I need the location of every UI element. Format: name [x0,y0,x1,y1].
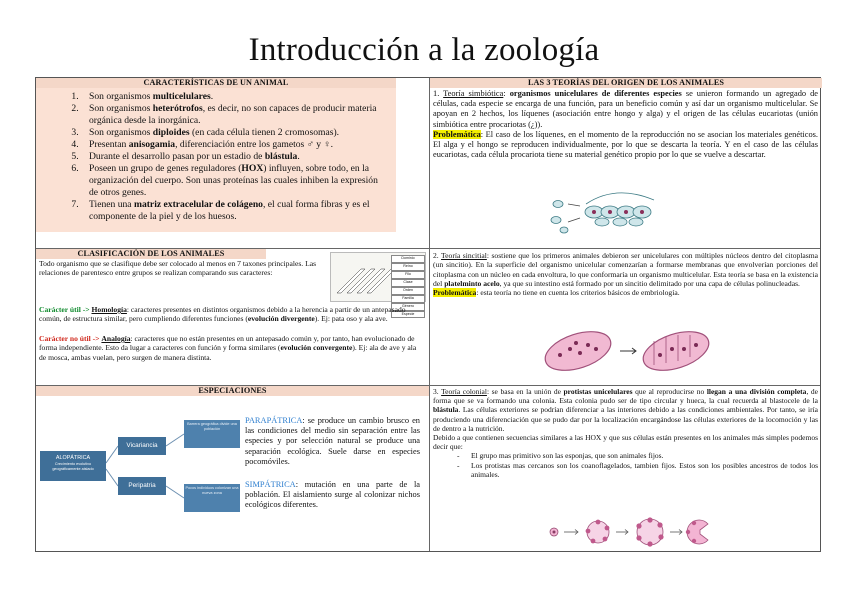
theory-cell-2 [430,249,822,385]
taxon-label: Clase [391,279,425,287]
theory-symbiotic: 1. Teoría simbiótica: organismos unicelulares de diferentes especies se unieron formando un agregado de células, cada especie se encarga de una función, para un beneficio común y así dar un organismo multicelular. Se apoyan en 2 hechos, los líquenes (asociación entre hongo y alga) y el origen de las células eucariotas (unión simbiótica entre procariotas (¿)). Problemática: El caso de los líquenes, en el momento de la reproducción no se asocian los materiales genéticos. El alga y el hongo se reproducen individualmente, por lo que se descarta la teoría. Y en el caso de las células eucariotas, cada célula procariota tiene su material genético propio por lo que se vuelve a descartar. [433,89,819,160]
characteristic-item: 3. Son organismos diploides (en cada célula tienen 2 cromosomas). [81,127,381,139]
symbiotic-diagram [546,182,666,240]
analogy-paragraph: Carácter no útil -> Analogía: caracteres que no están presentes en un antepasado común y, por tanto, han evolucionado de forma independiente. Esto da lugar a caracteres con función y forma similares (evolución convergente). Ej: ala de ave y ala de mosca, ambas vuelan, pero surgen de manera distinta. [39,334,417,362]
sympatric-paragraph: SIMPÁTRICA: mutación en una parte de la población. El aislamiento surge al colonizar nichos ecológicos diferentes. [245,480,420,510]
characteristic-item: 6. Poseen un grupo de genes reguladores (HOX) influyen, sobre todo, en la organización del cuerpo. Son unas proteínas las cuales inhiben la expresión de otros genes. [81,163,381,199]
taxonomy-diagram [330,252,426,316]
characteristics-header: CARACTERÍSTICAS DE UN ANIMAL [36,78,396,88]
characteristic-item: 1. Son organismos multicelulares. [81,91,381,103]
problem-label: Problemática [433,129,481,139]
taxon-label: Familia [391,295,425,303]
theory-syncytial-title: Teoría sincitial [441,251,487,260]
characteristics-cell [36,78,429,248]
colonial-diagram [542,514,712,548]
taxon-label: Dominio [391,255,425,263]
characteristic-keyword: anisogamia [128,139,176,150]
colonial-bullet: - Los protistas mas cercanos son los coanoflagelados, tambien fijos. Estos son los posibles ancestros de todos los animales. [471,461,818,479]
colonial-bullet: - El grupo mas primitivo son las esponjas, que son animales fijos. [471,451,818,460]
parapatric-label: PARAPÁTRICA [245,416,303,425]
characteristics-list [41,91,381,223]
allopatric-subtitle: Crecimiento evolutivo geográficamente aislado [52,462,94,471]
characteristic-keyword: heterótrofos [152,103,203,114]
characteristic-keyword: diploides [152,127,190,138]
vicariance-description: Barrera geográfica divide una población [184,420,240,448]
theory-symbiotic-title: Teoría simbiótica [443,89,504,98]
peripatry-box: Peripatria [118,477,166,495]
classification-cell [36,249,429,385]
colonial-bullets [433,451,818,479]
taxon-label: Género [391,303,425,311]
colonial-conclusion: Debido a que contienen secuencias similares a las HOX y que sus células están presentes en los animales más simples podemos decir que: [433,433,818,452]
speciation-header: ESPECIACIONES [36,386,429,396]
parapatric-paragraph: PARAPÁTRICA: se produce un cambio brusco en las condiciones del medio sin separación entre las especies y por selección natural se produce una separación ecológica. Suele darse en especies pocomóviles. [245,416,420,466]
characteristic-keyword: multicelulares [152,91,211,102]
taxon-label: Reino [391,263,425,271]
theories-header: LAS 3 TEORÍAS DEL ORIGEN DE LOS ANIMALES [430,78,822,88]
taxon-label: Orden [391,287,425,295]
classification-header: CLASIFICACIÓN DE LOS ANIMALES [36,249,266,259]
theory-cell-1 [430,78,822,248]
characteristic-item: 7. Tienen una matriz extracelular de colágeno, el cual forma fibras y es el componente de la piel y de los huesos. [81,199,381,223]
symbiotic-cells-illustration [551,193,654,233]
characteristic-keyword: matriz extracelular de colágeno [133,199,263,210]
syncytial-diagram [536,321,716,381]
taxon-label: Filo [391,271,425,279]
problem-label: Problemática [433,288,477,298]
allopatric-title: ALOPÁTRICA [55,455,91,461]
classification-intro: Todo organismo que se clasifique debe ser colocado al menos en 7 taxones principales. Las relaciones de parentesco entre grupos se realizan comparando sus caracteres: [39,259,317,278]
sympatric-label: SIMPÁTRICA [245,480,296,489]
characteristic-item: 5. Durante el desarrollo pasan por un estadio de blástula. [81,151,381,163]
useless-character-label: Carácter no útil -> [39,334,100,343]
page-title: Introducción a la zoología [248,32,600,68]
analogy-term: Analogía [101,334,131,343]
homology-term: Homología [91,305,127,314]
useful-character-label: Carácter útil -> [39,305,90,314]
speciation-diagram [40,416,244,516]
characteristic-item: 2. Son organismos heterótrofos, es decir, no son capaces de producir materia orgánica desde la inorgánica. [81,103,381,127]
theory-colonial: 3. Teoría colonial: se basa en la unión de protistas unicelulares que al reproducirse no llegan a una división completa, de forma que se va formando una colonia. Esta colonia pudo ser de tipo circular y hueca, la cual recuerda al blastocele de la blástula. Las células exteriores se podrían diferenciar a las interiores debido a las condiciones ambientales. Por tanto, se iría produciendo una diferenciación que se pudo dar por la localización encargándose las células exteriores de la locomoción y las de dentro a la nutrición. Debido a que contienen secuencias similares a las HOX y que sus células están presentes en los animales más simples podemos decir que: - El grupo mas primitivo son las esponjas, que son animales fijos. - Los protistas mas cercanos son los coanoflagelados, tambien fijos. Estos son los posibles ancestros de todos los animales. [430,386,822,479]
peripatry-description: Pocos individuos colonizan una nueva zona [184,484,240,512]
speciation-cell [36,386,429,553]
theory-cell-3 [430,386,822,553]
characteristic-keyword: blástula [264,151,298,162]
allopatric-box [40,451,106,481]
theory-colonial-title: Teoría colonial [441,387,487,396]
theory-syncytial: 2. Teoría sincitial: sostiene que los primeros animales debieron ser unicelulares con múltiples núcleos dentro del citoplasma (un sincitio). En la superficie del organismo unicelular comenzarían a formarse membranas que envolverían porciones del citoplasma con un núcleo en cada envoltura, lo que conformaría un organismo multicelular. Esta teoría se basa en la existencia del platelminto acelo, ya que su intestino está formado por un sincitio delimitado por una capa de células polinucleadas. Problemática: esta teoría no tiene en cuenta los criterios básicos de embriología. [433,251,818,298]
notes-table [35,77,821,552]
homology-paragraph: Carácter útil -> Homología: caracteres presentes en distintos organismos debido a la herencia a partir de un antepasado común, de estructura similar, pero cumpliendo diferentes funciones (evolución divergente). Ej: pata oso y ala ave. [39,305,406,324]
colonial-cells-illustration [550,517,708,546]
syncytial-cells-illustration [540,324,713,377]
characteristic-keyword: HOX [241,163,264,174]
characteristic-item: 4. Presentan anisogamia, diferenciación entre los gametos ♂ y ♀. [81,139,381,151]
vicariance-box: Vicariancia [118,437,166,455]
taxon-label: Especie [391,311,425,319]
